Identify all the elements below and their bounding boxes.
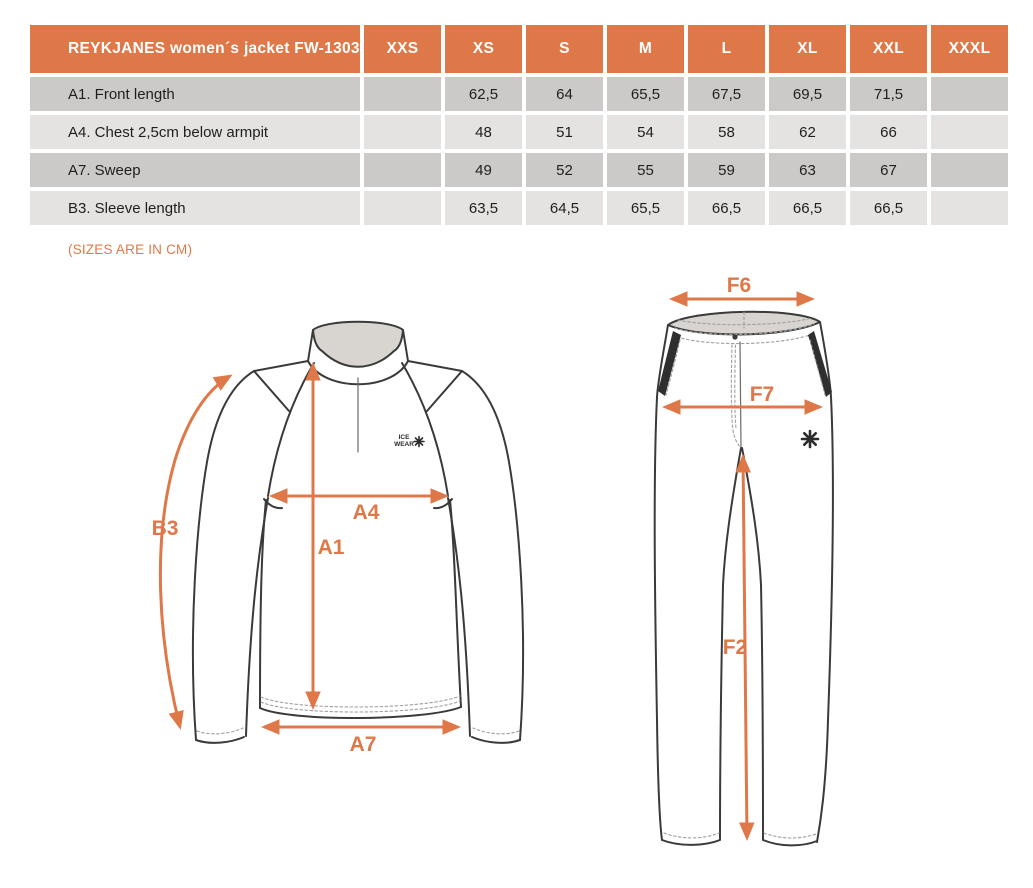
brand-logo-line1: ICE xyxy=(398,434,410,441)
jacket-body xyxy=(260,500,266,708)
center-front-seam xyxy=(740,342,741,447)
jacket-diagram xyxy=(130,290,560,770)
size-cell: 64 xyxy=(526,77,603,111)
size-cell: 66,5 xyxy=(688,191,765,225)
row-label-sleeve-length: B3. Sleeve length xyxy=(30,191,360,225)
a7-label: A7 xyxy=(349,733,377,756)
size-cell: 62,5 xyxy=(445,77,522,111)
size-cell xyxy=(931,115,1008,149)
f6-label: F6 xyxy=(726,274,752,297)
f2-label: F2 xyxy=(722,636,748,659)
size-header-s: S xyxy=(526,25,603,73)
sizes-unit-note: (SIZES ARE IN CM) xyxy=(68,242,193,257)
size-cell: 71,5 xyxy=(850,77,927,111)
f7-label: F7 xyxy=(749,383,775,406)
row-label-sweep: A7. Sweep xyxy=(30,153,360,187)
size-cell xyxy=(364,153,441,187)
size-cell: 64,5 xyxy=(526,191,603,225)
row-label-front-length: A1. Front length xyxy=(30,77,360,111)
size-header-xl: XL xyxy=(769,25,846,73)
size-cell xyxy=(364,115,441,149)
collar-opening xyxy=(313,322,403,367)
size-cell: 67 xyxy=(850,153,927,187)
right-pocket xyxy=(808,331,832,397)
size-cell: 66,5 xyxy=(850,191,927,225)
size-cell: 54 xyxy=(607,115,684,149)
size-cell: 65,5 xyxy=(607,191,684,225)
snowflake-logo-icon xyxy=(802,431,818,447)
size-cell: 52 xyxy=(526,153,603,187)
a4-label: A4 xyxy=(352,501,380,524)
size-header-xxs: XXS xyxy=(364,25,441,73)
size-cell: 49 xyxy=(445,153,522,187)
size-cell xyxy=(364,77,441,111)
size-cell: 66 xyxy=(850,115,927,149)
size-cell: 69,5 xyxy=(769,77,846,111)
brand-logo-line2: WEAR xyxy=(394,441,414,448)
size-header-xxxl: XXXL xyxy=(931,25,1008,73)
pants-diagram xyxy=(620,270,1033,888)
b3-label: B3 xyxy=(151,517,179,540)
waist-button xyxy=(732,334,737,339)
size-cell: 59 xyxy=(688,153,765,187)
b3-sleeve-arrow xyxy=(160,376,230,727)
size-cell xyxy=(364,191,441,225)
size-cell xyxy=(931,153,1008,187)
size-cell: 65,5 xyxy=(607,77,684,111)
size-cell: 55 xyxy=(607,153,684,187)
size-cell: 62 xyxy=(769,115,846,149)
waistband-stitch xyxy=(677,335,810,344)
size-cell: 58 xyxy=(688,115,765,149)
size-header-m: M xyxy=(607,25,684,73)
size-cell: 51 xyxy=(526,115,603,149)
right-leg-outer xyxy=(817,322,833,842)
size-cell xyxy=(931,191,1008,225)
size-cell: 63,5 xyxy=(445,191,522,225)
size-cell xyxy=(931,77,1008,111)
brand-logo-snowflake-icon xyxy=(414,437,424,447)
row-label-chest: A4. Chest 2,5cm below armpit xyxy=(30,115,360,149)
table-title-cell: REYKJANES women´s jacket FW-1303 xyxy=(30,25,360,73)
size-header-l: L xyxy=(688,25,765,73)
size-cell: 66,5 xyxy=(769,191,846,225)
size-cell: 63 xyxy=(769,153,846,187)
size-header-xs: XS xyxy=(445,25,522,73)
a1-label: A1 xyxy=(317,536,345,559)
left-leg-outer xyxy=(655,325,668,840)
size-cell: 48 xyxy=(445,115,522,149)
left-sleeve xyxy=(193,371,254,740)
size-header-xxl: XXL xyxy=(850,25,927,73)
size-table xyxy=(30,25,1008,225)
size-cell: 67,5 xyxy=(688,77,765,111)
right-sleeve xyxy=(462,371,523,740)
